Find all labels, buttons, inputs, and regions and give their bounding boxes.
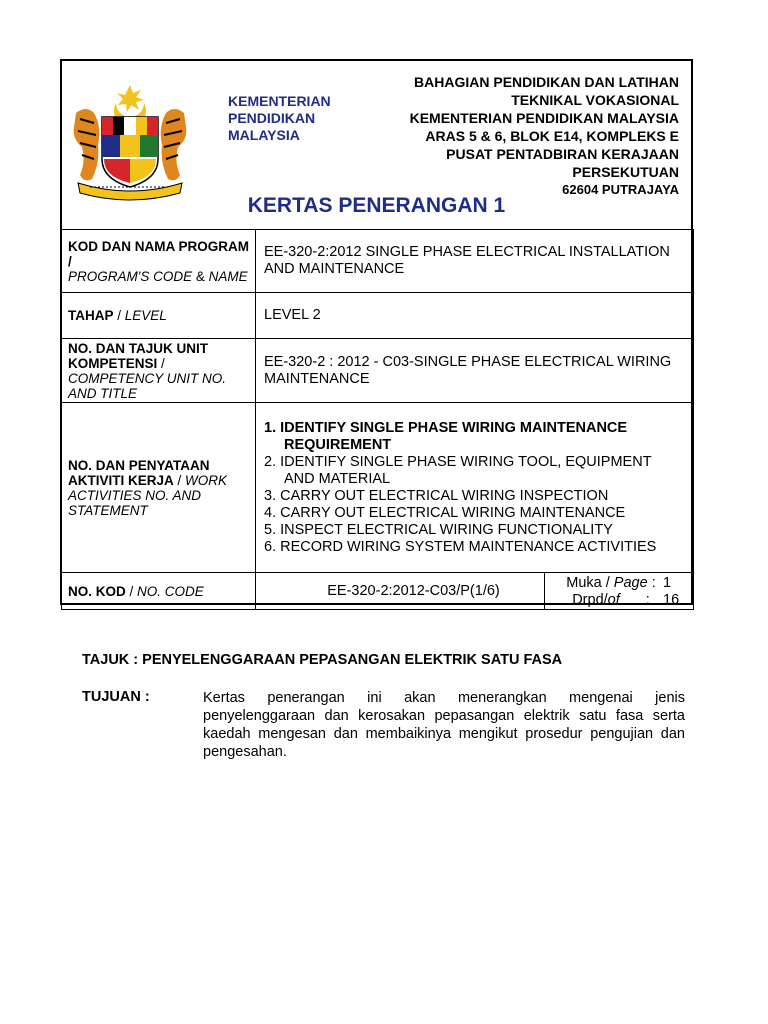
activity-item: 4. CARRY OUT ELECTRICAL WIRING MAINTENANCE bbox=[264, 504, 626, 521]
page-value: 1 bbox=[663, 575, 672, 591]
total-value: 16 bbox=[663, 592, 680, 608]
label-separator: / bbox=[173, 472, 186, 488]
program-label bbox=[62, 230, 256, 293]
activity-item: 6. RECORD WIRING SYSTEM MAINTENANCE ACTIVITIES bbox=[264, 538, 657, 555]
table-row-program bbox=[62, 230, 694, 293]
activity-text: 1. IDENTIFY SINGLE PHASE WIRING MAINTENANCE bbox=[264, 419, 628, 436]
program-value: EE-320-2:2012 SINGLE PHASE ELECTRICAL INSTALLATION AND MAINTENANCE bbox=[256, 230, 694, 293]
document-title: KERTAS PENERANGAN 1 bbox=[247, 194, 506, 217]
label-bold: NO. DAN PENYATAAN AKTIVITI KERJA bbox=[68, 457, 210, 488]
address-line: PUSAT PENTADBIRAN KERAJAAN bbox=[446, 146, 679, 162]
page-number-box bbox=[544, 572, 694, 609]
page-label-text: Muka / bbox=[566, 575, 614, 591]
page-label-italic: Page bbox=[613, 575, 648, 591]
label-italic: WORK ACTIVITIES NO. AND STATEMENT bbox=[68, 472, 228, 518]
label-bold: NO. KOD bbox=[68, 583, 126, 599]
table-row-activities bbox=[62, 403, 694, 573]
label-italic: PROGRAM'S CODE bbox=[68, 268, 193, 284]
unit-value: EE-320-2 : 2012 - C03-SINGLE PHASE ELECTRICAL WIRING MAINTENANCE bbox=[256, 339, 694, 403]
purpose-text: Kertas penerangan ini akan menerangkan mengenai jenis penyelenggaraan dan kerosakan pepasangan elektrik satu fasa serta kaedah mengesan dan membaikinya mengikut prosedur pengujian dan pengesahan. bbox=[203, 690, 685, 760]
label-bold: KOD DAN NAMA PROGRAM bbox=[68, 238, 249, 254]
label-separator: / bbox=[113, 308, 125, 323]
address-line: 62604 PUTRAJAYA bbox=[562, 182, 679, 197]
label-italic: LEVEL bbox=[124, 308, 167, 323]
total-label-sep: : bbox=[645, 592, 650, 608]
total-label bbox=[559, 592, 663, 609]
activity-item: 3. CARRY OUT ELECTRICAL WIRING INSPECTION bbox=[264, 487, 609, 504]
document-frame bbox=[60, 59, 693, 608]
activity-text: 2. IDENTIFY SINGLE PHASE WIRING TOOL, EQUIPMENT bbox=[264, 453, 652, 470]
coat-of-arms-logo bbox=[68, 83, 192, 203]
table-row-unit bbox=[62, 339, 694, 403]
label-italic: NO. CODE bbox=[137, 583, 204, 599]
ministry-name bbox=[228, 93, 331, 144]
label-separator: / bbox=[68, 253, 72, 269]
address-line: KEMENTERIAN PENDIDIKAN MALAYSIA bbox=[409, 110, 679, 126]
address-line: ARAS 5 & 6, BLOK E14, KOMPLEKS E bbox=[425, 128, 679, 144]
code-label bbox=[62, 573, 256, 610]
table-row-level bbox=[62, 293, 694, 339]
total-label-text: Drpd/ bbox=[572, 592, 608, 608]
level-label bbox=[62, 293, 256, 339]
address-line: PERSEKUTUAN bbox=[572, 164, 679, 180]
ministry-line: MALAYSIA bbox=[228, 127, 300, 143]
page-label-sep: : bbox=[647, 575, 656, 591]
activity-item: 5. INSPECT ELECTRICAL WIRING FUNCTIONALITY bbox=[264, 521, 613, 538]
topic-heading: TAJUK : PENYELENGGARAAN PEPASANGAN ELEKTRIK SATU FASA bbox=[82, 652, 563, 668]
purpose-label: TUJUAN : bbox=[82, 689, 150, 705]
label-separator: & bbox=[192, 268, 209, 284]
label-separator: / bbox=[157, 355, 165, 371]
ministry-line: KEMENTERIAN bbox=[228, 93, 331, 109]
division-address bbox=[410, 73, 679, 199]
unit-label bbox=[62, 339, 256, 403]
label-separator: / bbox=[125, 583, 138, 599]
address-line: TEKNIKAL VOKASIONAL bbox=[511, 92, 679, 108]
total-row bbox=[559, 592, 694, 609]
label-italic: COMPETENCY UNIT NO. AND TITLE bbox=[68, 370, 227, 401]
info-table bbox=[61, 229, 694, 610]
table-row-code bbox=[62, 573, 694, 610]
activity-item bbox=[264, 454, 685, 488]
activity-item bbox=[264, 420, 685, 454]
activity-text-cont: AND MATERIAL bbox=[284, 470, 391, 487]
total-label-italic: of bbox=[607, 592, 620, 608]
code-value: EE-320-2:2012-C03/P(1/6) bbox=[327, 582, 500, 599]
activities-label bbox=[62, 403, 256, 573]
activities-list bbox=[264, 420, 685, 556]
page-label bbox=[559, 575, 663, 592]
page-row bbox=[559, 575, 694, 592]
ministry-line: PENDIDIKAN bbox=[228, 110, 316, 126]
level-value: LEVEL 2 bbox=[256, 293, 694, 339]
activities-value bbox=[256, 403, 694, 573]
activity-text-cont: REQUIREMENT bbox=[284, 436, 392, 453]
document-header bbox=[62, 61, 691, 231]
label-bold: NO. DAN TAJUK UNIT KOMPETENSI bbox=[68, 340, 208, 371]
label-italic: NAME bbox=[208, 268, 248, 284]
address-line: BAHAGIAN PENDIDIKAN DAN LATIHAN bbox=[414, 74, 679, 90]
code-value-cell bbox=[256, 573, 694, 610]
label-bold: TAHAP bbox=[68, 308, 114, 323]
